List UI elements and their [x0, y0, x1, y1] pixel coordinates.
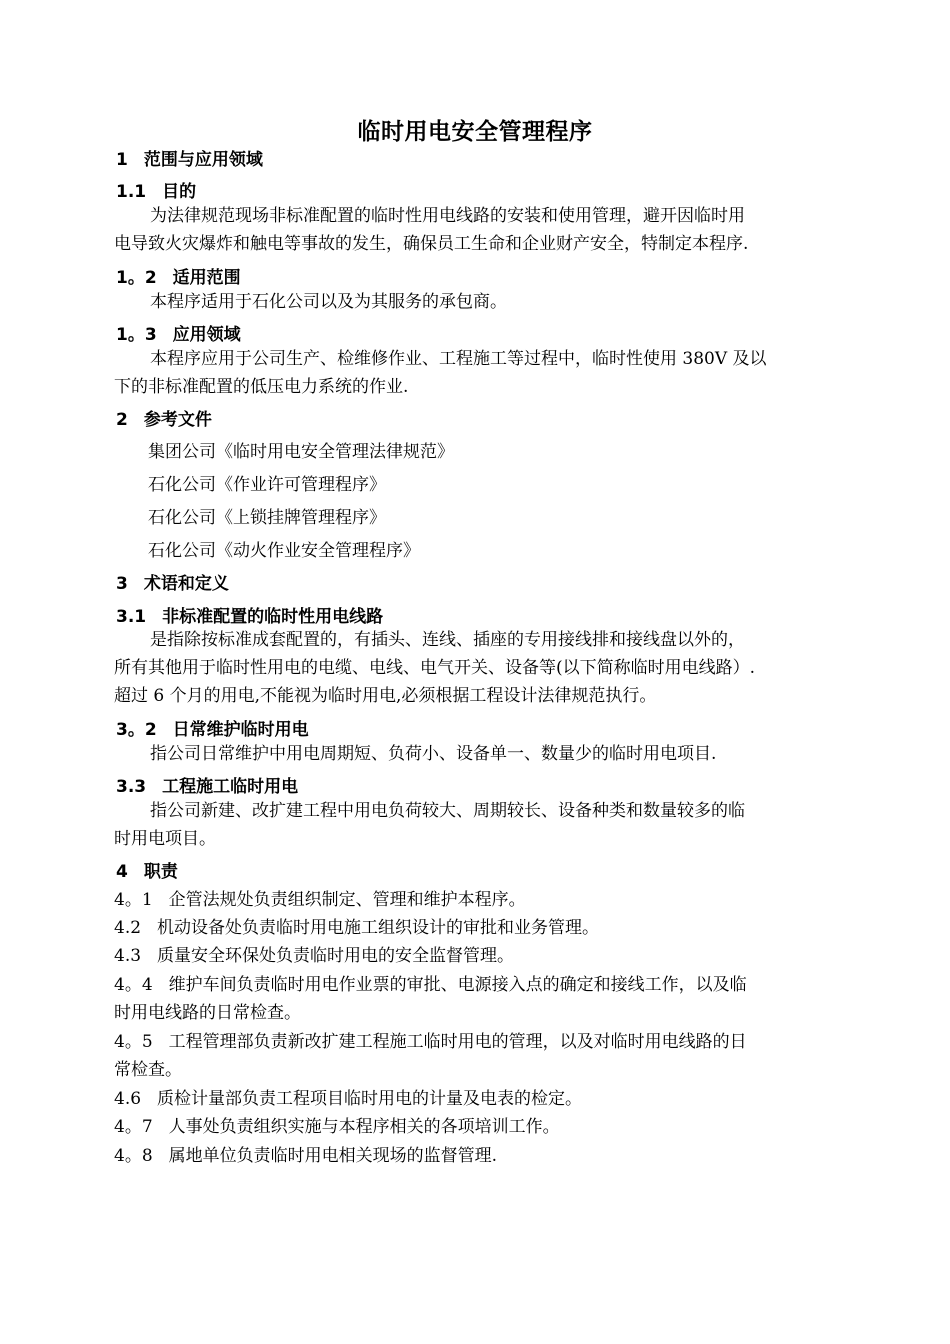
duty-item-4-4 [114, 971, 747, 1027]
paragraph-line: 为法律规范现场非标准配置的临时性用电线路的安装和使用管理，避开因临时用 [150, 206, 745, 226]
duty-text: 企管法规处负责组织制定、管理和维护本程序。 [168, 890, 526, 910]
section-heading-3-2 [116, 715, 309, 740]
section-heading-1-2 [116, 263, 241, 288]
duty-number: 4。4 [114, 975, 153, 995]
duty-item-4-6 [114, 1085, 582, 1113]
duty-number: 4.2 [114, 918, 142, 938]
section-heading-3 [116, 569, 229, 594]
document-title: 临时用电安全管理程序 [357, 119, 593, 145]
paragraph-line: 本程序适用于石化公司以及为其服务的承包商。 [150, 292, 507, 312]
reference-item: 石化公司《上锁挂牌管理程序》 [148, 508, 386, 528]
duty-item-4-2 [114, 914, 599, 942]
paragraph-line: 所有其他用于临时性用电的电缆、电线、电气开关、设备等(以下简称临时用电线路）. [114, 658, 756, 678]
paragraph-line: 指公司日常维护中用电周期短、负荷小、设备单一、数量少的临时用电项目. [150, 744, 717, 764]
section-number: 3.1 [116, 607, 147, 627]
duty-number: 4。7 [114, 1117, 153, 1137]
section-heading-4 [116, 857, 178, 882]
section-heading-3-1 [116, 602, 383, 627]
paragraph-1-2 [114, 288, 839, 316]
paragraph-line: 时用电项目。 [114, 829, 216, 849]
section-number: 4 [116, 862, 128, 882]
section-number: 3。2 [116, 720, 157, 740]
duty-number: 4。5 [114, 1032, 153, 1052]
duty-text: 质量安全环保处负责临时用电的安全监督管理。 [157, 946, 515, 966]
duty-text: 属地单位负责临时用电相关现场的监督管理. [168, 1146, 498, 1166]
duty-item-4-8 [114, 1142, 497, 1170]
section-heading-2 [116, 405, 212, 430]
duty-item-4-5 [114, 1028, 747, 1084]
section-number: 3.3 [116, 777, 147, 797]
duty-text: 时用电线路的日常检查。 [114, 1003, 301, 1023]
paragraph-line: 指公司新建、改扩建工程中用电负荷较大、周期较长、设备种类和数量较多的临 [150, 801, 745, 821]
reference-item: 集团公司《临时用电安全管理法律规范》 [148, 442, 454, 462]
section-number: 1。2 [116, 268, 157, 288]
section-title: 参考文件 [143, 410, 212, 430]
paragraph-line: 下的非标准配置的低压电力系统的作业. [114, 377, 409, 397]
paragraph-3-1 [114, 626, 839, 710]
duty-number: 4.3 [114, 946, 142, 966]
section-title: 适用范围 [172, 268, 241, 288]
section-title: 职责 [143, 862, 178, 882]
duty-text: 常检查。 [114, 1060, 182, 1080]
section-title: 日常维护临时用电 [172, 720, 309, 740]
paragraph-line: 是指除按标准成套配置的，有插头、连线、插座的专用接线排和接线盘以外的， [150, 630, 745, 650]
duty-item-4-1 [114, 886, 526, 914]
duty-number: 4.6 [114, 1089, 142, 1109]
section-number: 1.1 [116, 182, 147, 202]
section-number: 3 [116, 574, 128, 594]
paragraph-1-1 [114, 202, 839, 258]
section-title: 术语和定义 [143, 574, 229, 594]
paragraph-3-2 [114, 740, 839, 768]
section-number: 1 [116, 150, 128, 170]
section-number: 2 [116, 410, 128, 430]
section-title: 工程施工临时用电 [162, 777, 299, 797]
section-title: 目的 [162, 182, 197, 202]
paragraph-line: 超过 6 个月的用电,不能视为临时用电,必须根据工程设计法律规范执行。 [114, 686, 657, 706]
duty-text: 机动设备处负责临时用电施工组织设计的审批和业务管理。 [157, 918, 600, 938]
duty-number: 4。1 [114, 890, 153, 910]
duty-item-4-7 [114, 1113, 560, 1141]
section-title: 范围与应用领域 [143, 150, 263, 170]
section-title: 应用领域 [172, 325, 241, 345]
paragraph-3-3 [114, 797, 839, 853]
section-heading-1-3 [116, 320, 241, 345]
duty-text: 工程管理部负责新改扩建工程施工临时用电的管理，以及对临时用电线路的日 [168, 1032, 747, 1052]
reference-item: 石化公司《作业许可管理程序》 [148, 475, 386, 495]
paragraph-1-3 [114, 345, 839, 401]
reference-item: 石化公司《动火作业安全管理程序》 [148, 541, 420, 561]
section-heading-1-1 [116, 177, 196, 202]
duty-text: 维护车间负责临时用电作业票的审批、电源接入点的确定和接线工作，以及临 [168, 975, 747, 995]
section-heading-3-3 [116, 772, 298, 797]
paragraph-line: 本程序应用于公司生产、检维修作业、工程施工等过程中，临时性使用 380V 及以 [150, 349, 767, 369]
paragraph-line: 电导致火灾爆炸和触电等事故的发生，确保员工生命和企业财产安全，特制定本程序. [114, 234, 749, 254]
section-title: 非标准配置的临时性用电线路 [162, 607, 384, 627]
duty-text: 质检计量部负责工程项目临时用电的计量及电表的检定。 [157, 1089, 583, 1109]
duty-number: 4。8 [114, 1146, 153, 1166]
section-number: 1。3 [116, 325, 157, 345]
duty-text: 人事处负责组织实施与本程序相关的各项培训工作。 [168, 1117, 560, 1137]
section-heading-1 [116, 145, 263, 170]
duty-item-4-3 [114, 942, 514, 970]
